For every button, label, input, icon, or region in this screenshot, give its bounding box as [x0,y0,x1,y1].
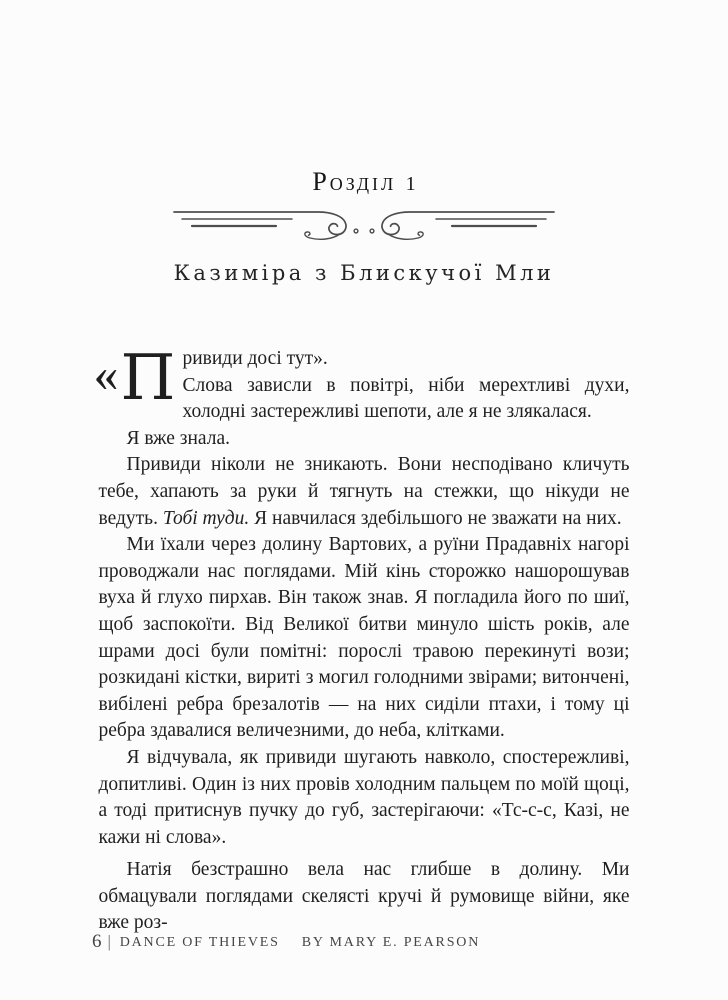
body-text [93,341,630,937]
footer-separator: | [107,932,113,951]
chapter-title: Казиміра з Блискучої Мли [173,261,555,285]
footer-book-title: DANCE OF THIEVES [119,935,280,950]
paragraph [99,857,630,937]
divider-flourish-icon [172,208,556,242]
text-segment: ривиди досі тут». [182,348,328,369]
page-footer [92,931,480,953]
paragraph [99,745,630,851]
chapter-label: Розділ [312,167,397,196]
page-number: 6 [92,931,102,952]
paragraph [99,426,630,453]
text-segment: Ми їхали через долину Вартових, а руїни Прадавніх нагорі проводжали нас поглядами. Мій кінь сторожко нашорошував вуха й глухо пирхав. Він також знав. Я погладила його по шиї, щоб заспокоїти. Від Великої битви минуло шість років, але шрами досі були помітні: порослі травою перекинуті вози; розкидані кістки, вириті з могил голодними звірами; витончені, вибілені ребра брезалотів — на них сиділи птахи, і тому ці ребра здавалися величезними, до неба, клітками. [98,534,630,742]
text-segment: Я навчилася здебільшого не зважати на них. [249,507,622,529]
chapter-number: 1 [405,173,416,195]
paragraph [99,532,630,745]
dropcap-letter: П [120,341,176,414]
dropcap-open-quote: « [93,346,121,402]
chapter-heading [0,169,728,197]
paragraph [99,346,630,373]
dropcap [93,341,176,414]
emphasis-text: Тобі туди. [162,507,250,529]
text-segment: Я вже знала. [126,427,230,449]
text-segment: Слова зависли в повітрі, ніби мерехтливі духи, холодні застережливі шепоти, але я не злякалася. [182,374,630,423]
text-segment: Я відчувала, як привиди шугають навколо, спостережливі, допитливі. Один із них провів холодним пальцем по моїй щоці, а тоді притиснув пучку до губ, застерігаючи: «Тс-с-с, Казі, не кажи ні слова». [98,746,630,848]
text-segment: Привиди ніколи не зникають. Вони несподівано кличуть тебе, хапають за руки й тягнуть на стежки, що нікуди не ведуть. [98,454,630,529]
footer-byline: BY MARY E. PEARSON [301,935,481,950]
paragraph [99,452,630,532]
paragraph [99,373,630,426]
text-segment: Натія безстрашно вела нас глибше в долину. Ми обмацували поглядами скелясті кручі й румовище війни, яке вже роз- [98,859,630,934]
